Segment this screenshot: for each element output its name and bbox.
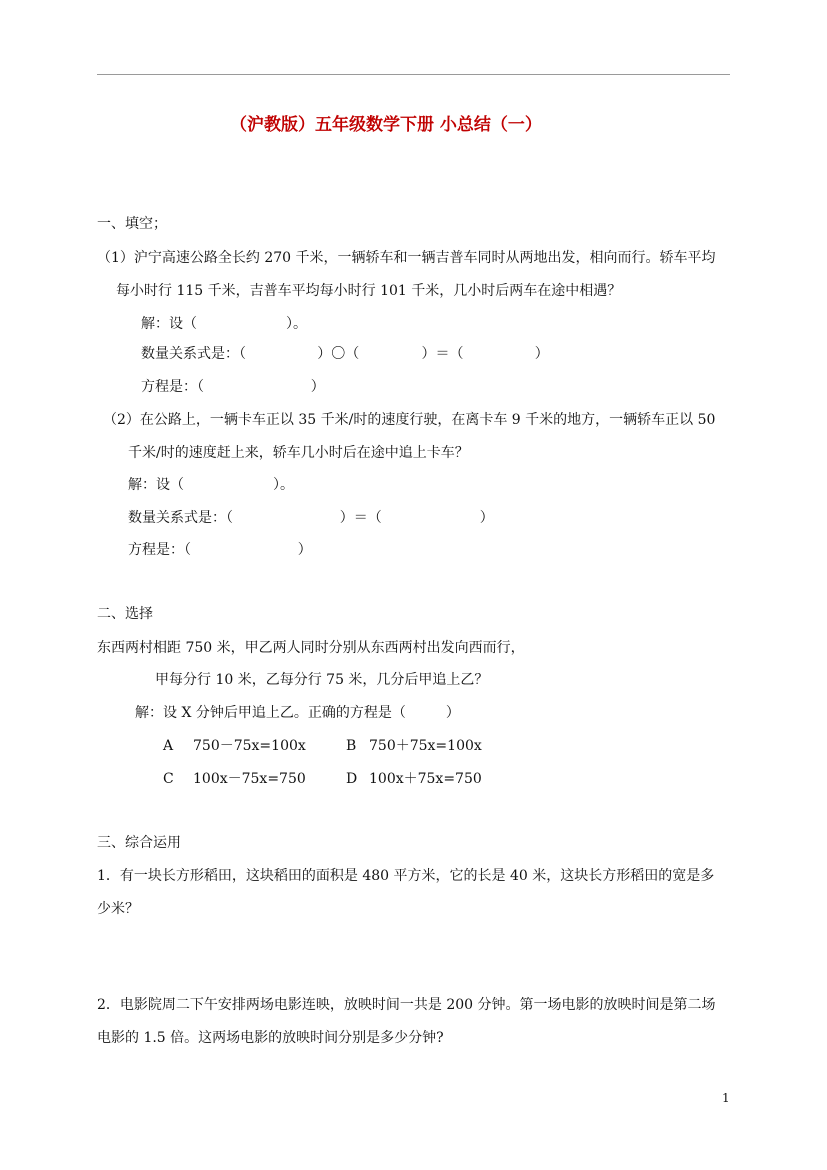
q2-relation: 数量关系式是：（ ）＝（ ） [128,510,494,526]
problem2-line1: 2．电影院周二下午安排两场电影连映，放映时间一共是 200 分钟。第一场电影的放映时间是第二场 [97,997,716,1013]
q2-line1: （2）在公路上，一辆卡车正以 35 千米/时的速度行驶，在离卡车 9 千米的地方，一辆轿车正以 50 [103,412,716,428]
q1-equation: 方程是：（ ） [141,379,325,395]
q1-line2: 每小时行 115 千米，吉普车平均每小时行 101 千米，几小时后两车在途中相遇？ [116,283,622,299]
problem2-line2: 电影的 1.5 倍。这两场电影的放映时间分别是多少分钟? [97,1030,444,1046]
page-title: （沪教版）五年级数学下册 小总结（一） [230,115,542,135]
option-c-text: 100x－75x=750 [193,771,306,787]
q2-let: 解：设（ ）。 [128,477,295,493]
header-rule [97,74,730,75]
q2-equation: 方程是：（ ） [128,542,312,558]
section2-heading: 二、选择 [97,606,153,622]
section2-line2: 甲每分行 10 米，乙每分行 75 米，几分后甲追上乙？ [155,672,489,688]
option-b-text: 750＋75x=100x [369,738,482,754]
section1-heading: 一、填空； [97,216,167,232]
q1-line1: （1）沪宁高速公路全长约 270 千米，一辆轿车和一辆吉普车同时从两地出发，相向而行。轿车平均 [97,250,716,266]
section3-heading: 三、综合运用 [97,835,181,851]
q1-relation: 数量关系式是：（ ）〇（ ）＝（ ） [141,346,549,362]
option-a-text: 750－75x=100x [193,738,306,754]
option-a-letter: A [163,738,174,754]
section2-question: 解：设 X 分钟后甲追上乙。正确的方程是（ ） [135,705,460,721]
page-number: 1 [722,1091,730,1105]
section2-line1: 东西两村相距 750 米，甲乙两人同时分别从东西两村出发向西而行， [97,640,525,656]
option-d-letter: D [346,771,358,787]
q2-line2: 千米/时的速度赶上来，轿车几小时后在途中追上卡车？ [128,445,469,461]
problem1-line2: 少米？ [97,901,139,917]
option-d-text: 100x＋75x=750 [369,771,482,787]
problem1-line1: 1．有一块长方形稻田，这块稻田的面积是 480 平方米，它的长是 40 米，这块长方形稻田的宽是多 [97,868,715,884]
option-c-letter: C [163,771,174,787]
q1-let: 解：设（ ）。 [141,316,308,332]
option-b-letter: B [346,738,357,754]
